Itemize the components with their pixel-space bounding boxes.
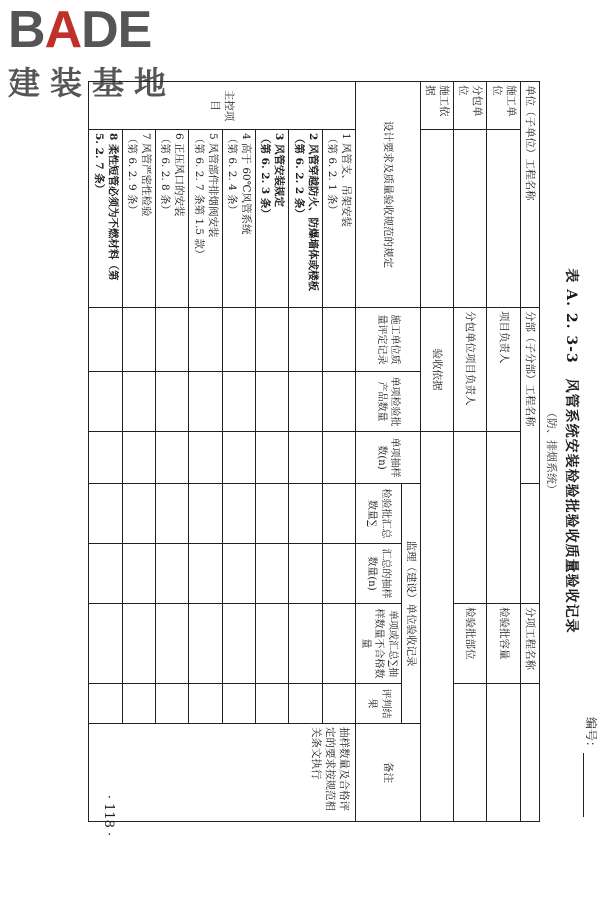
sample-cell[interactable] [122,432,155,484]
table-row [89,82,122,822]
inspection-capacity-label: 检验批容量 [487,604,520,684]
quantity-cell[interactable] [222,372,255,432]
requirement-cell [322,130,355,308]
defect-cell[interactable] [322,604,355,684]
unit-label: 单位（子单位）工程名称 [520,82,539,308]
defect-count-header: 单项或汇总∑抽样数量不合格数量 [356,604,402,684]
result-cell[interactable] [89,684,122,724]
requirement-clause: （第 6. 2. 7 条第 1.5 款） [192,133,205,260]
sample-cell[interactable] [322,432,355,484]
subcontract-manager-value[interactable] [454,432,487,604]
requirement-text: 3 风管安装规定 [273,133,286,207]
requirement-text: 2 风管穿越防火、防爆墙体或楼板 [306,133,319,291]
construction-eval-header: 施工单位质量评定记录 [356,308,421,372]
table-row [122,82,155,822]
requirement-clause: （第 6. 2. 9 条） [125,133,138,216]
eval-cell[interactable] [156,308,189,372]
total-cell[interactable] [189,484,222,544]
subitem-label: 分项工程名称 [520,604,539,684]
total-sample-cell[interactable] [222,544,255,604]
subcontract-manager-label: 分包单位项目负责人 [454,308,487,432]
remarks-note: 抽样数量及合格评定的要求按规范相关条文执行 [89,724,356,822]
sample-cell[interactable] [89,432,122,484]
defect-cell[interactable] [156,604,189,684]
total-cell[interactable] [222,484,255,544]
result-cell[interactable] [222,684,255,724]
logo-letter-2: A [44,1,82,59]
eval-cell[interactable] [122,308,155,372]
result-cell[interactable] [289,684,322,724]
single-quantity-header: 单项检验批产品数量 [356,372,421,432]
subpart-value[interactable] [520,484,539,604]
single-sample-header: 单项抽样数(n) [356,432,421,484]
subpart-label: 分部（子分部）工程名称 [520,308,539,484]
eval-result-header: 评判结果 [356,684,402,724]
record-number-blank [583,753,594,817]
requirement-clause: 5. 2. 7 条） [92,133,105,195]
table-row [289,82,322,822]
logo-letter-1: B [8,1,45,59]
requirement-clause: （第 6. 2. 8 条） [159,133,172,216]
quantity-cell[interactable] [322,372,355,432]
table-row [322,82,355,822]
total-cell[interactable] [322,484,355,544]
requirement-text: 6 正压风口的安装 [173,133,186,217]
acceptance-table-wrapper [88,81,540,821]
subcontract-unit-value[interactable] [454,130,487,308]
total-sample-cell[interactable] [322,544,355,604]
total-cell[interactable] [289,484,322,544]
quantity-cell[interactable] [289,372,322,432]
total-cell[interactable] [122,484,155,544]
design-requirement-header: 设计要求及质量验收规范的规定 [356,82,421,308]
requirement-cell [256,130,289,308]
construction-unit-label: 施工单位 [487,82,520,130]
result-cell[interactable] [189,684,222,724]
total-sample-cell[interactable] [122,544,155,604]
eval-cell[interactable] [256,308,289,372]
main-items-label: 主控项目 [89,82,356,130]
info-row-4 [420,82,453,822]
defect-cell[interactable] [256,604,289,684]
requirement-clause: （第 6. 2. 3 条） [259,133,272,219]
eval-cell[interactable] [189,308,222,372]
project-manager-value[interactable] [487,432,520,604]
requirement-clause: （第 6. 2. 2 条） [292,133,305,219]
requirement-cell [122,130,155,308]
record-number-label: 编号： [584,716,598,753]
requirement-text: 7 风管严密性检验 [140,133,153,217]
total-cell[interactable] [89,484,122,544]
logo-letter-3: DE [81,1,152,59]
total-sample-cell[interactable] [256,544,289,604]
document-subtitle: （防、排烟系统） [545,407,558,495]
inspection-location-value[interactable] [454,684,487,822]
remarks-header: 备注 [356,724,421,822]
result-cell[interactable] [122,684,155,724]
column-header-row-1 [401,82,420,822]
defect-cell[interactable] [122,604,155,684]
inspect-total-header: 检验批汇总数量∑ [356,484,402,544]
total-sample-cell[interactable] [189,544,222,604]
subcontract-unit-label: 分包单位 [454,82,487,130]
sample-total-header: 汇总的抽样数量(n) [356,544,402,604]
quantity-cell[interactable] [156,372,189,432]
requirement-cell [189,130,222,308]
construction-basis-label: 施工依据 [420,82,453,130]
result-cell[interactable] [256,684,289,724]
quantity-cell[interactable] [256,372,289,432]
document-title: 表 A. 2. 3-3 风管系统安装检验批验收质量验收记录 [563,268,579,634]
requirement-clause: （第 6. 2. 4 条） [225,133,238,216]
sample-cell[interactable] [189,432,222,484]
eval-cell[interactable] [89,308,122,372]
result-cell[interactable] [156,684,189,724]
construction-basis-value[interactable] [420,130,453,308]
defect-cell[interactable] [89,604,122,684]
construction-unit-value[interactable] [487,130,520,308]
inspection-capacity-value[interactable] [487,684,520,822]
requirement-cell [89,130,122,308]
logo-tagline: 建装基地 [8,64,177,102]
sample-cell[interactable] [289,432,322,484]
requirement-cell [289,130,322,308]
table-row [189,82,222,822]
eval-cell[interactable] [322,308,355,372]
requirement-cell [222,130,255,308]
sample-cell[interactable] [256,432,289,484]
page-number-text: · 118 · [101,794,117,837]
info-row-1 [520,82,539,822]
requirement-text: 8 柔性短管必须为不燃材料（第 [106,133,119,281]
quantity-cell[interactable] [122,372,155,432]
requirement-text: 1 风管支、吊架安装 [340,133,353,228]
total-sample-cell[interactable] [289,544,322,604]
table-row [256,82,289,822]
inspection-location-label: 检验批部位 [454,604,487,684]
subitem-value[interactable] [520,684,539,822]
requirement-text: 5 风管部件排烟阀安装 [206,133,219,238]
result-cell[interactable] [322,684,355,724]
requirement-clause: （第 6. 2. 1 条） [325,133,338,216]
requirement-cell [156,130,189,308]
eval-cell[interactable] [289,308,322,372]
total-cell[interactable] [256,484,289,544]
defect-cell[interactable] [189,604,222,684]
info-row-2 [487,82,520,822]
quantity-cell[interactable] [189,372,222,432]
logo-wordmark [8,1,178,59]
record-number [583,717,600,817]
sample-cell[interactable] [222,432,255,484]
info-row-3 [454,82,487,822]
requirement-text: 4 高于 60℃风管系统 [240,133,253,235]
supervision-header: 监理（建设）单位验收记录 [401,484,420,724]
table-row [156,82,189,822]
total-cell[interactable] [156,484,189,544]
eval-cell[interactable] [222,308,255,372]
project-manager-label: 项目负责人 [487,308,520,432]
total-sample-cell[interactable] [156,544,189,604]
acceptance-basis-value[interactable] [420,432,453,822]
quantity-cell[interactable] [89,372,122,432]
defect-cell[interactable] [289,604,322,684]
table-row [222,82,255,822]
acceptance-basis-label: 验收依据 [420,308,453,432]
total-sample-cell[interactable] [89,544,122,604]
defect-cell[interactable] [222,604,255,684]
sample-cell[interactable] [156,432,189,484]
acceptance-table [88,81,540,822]
